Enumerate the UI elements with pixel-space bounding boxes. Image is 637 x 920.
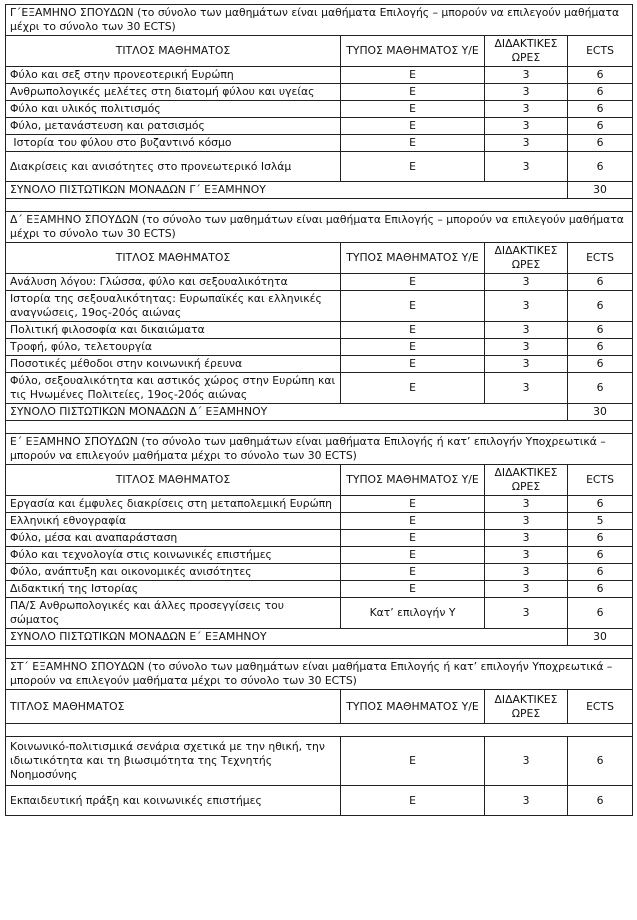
spacer-row: [6, 724, 633, 737]
course-row: [6, 356, 633, 373]
curriculum-table: [5, 4, 633, 816]
course-type: Ε: [341, 530, 485, 547]
column-header-hours: ΔΙΔΑΚΤΙΚΕΣ ΩΡΕΣ: [485, 36, 568, 67]
course-ects: 6: [568, 356, 633, 373]
course-type: Ε: [341, 581, 485, 598]
semester-total-label: ΣΥΝΟΛΟ ΠΙΣΤΩΤΙΚΩΝ ΜΟΝΑΔΩΝ Ε΄ ΕΞΑΜΗΝΟΥ: [6, 629, 568, 646]
course-ects: 6: [568, 737, 633, 786]
course-hours: 3: [485, 101, 568, 118]
course-ects: 6: [568, 84, 633, 101]
column-header-type: ΤΥΠΟΣ ΜΑΘΗΜΑΤΟΣ Υ/Ε: [341, 465, 485, 496]
spacer-cell: [6, 646, 633, 659]
course-hours: 3: [485, 598, 568, 629]
course-row: [6, 274, 633, 291]
course-title: Τροφή, φύλο, τελετουργία: [6, 339, 341, 356]
course-hours: 3: [485, 530, 568, 547]
semester-total-value: 30: [568, 404, 633, 421]
course-type: Ε: [341, 84, 485, 101]
course-ects: 6: [568, 322, 633, 339]
course-title: Ανάλυση λόγου: Γλώσσα, φύλο και σεξουαλικότητα: [6, 274, 341, 291]
spacer-cell: [6, 199, 633, 212]
course-type: Ε: [341, 496, 485, 513]
semester-total-label: ΣΥΝΟΛΟ ΠΙΣΤΩΤΙΚΩΝ ΜΟΝΑΔΩΝ Γ΄ ΕΞΑΜΗΝΟΥ: [6, 182, 568, 199]
course-hours: 3: [485, 547, 568, 564]
column-header-row: [6, 690, 633, 724]
course-type: Ε: [341, 339, 485, 356]
course-row: [6, 152, 633, 182]
column-header-title: ΤΙΤΛΟΣ ΜΑΘΗΜΑΤΟΣ: [6, 243, 341, 274]
course-hours: 3: [485, 291, 568, 322]
column-header-ects: ECTS: [568, 690, 633, 724]
column-header-title: ΤΙΤΛΟΣ ΜΑΘΗΜΑΤΟΣ: [6, 36, 341, 67]
course-row: [6, 67, 633, 84]
course-title: Διδακτική της Ιστορίας: [6, 581, 341, 598]
course-hours: 3: [485, 339, 568, 356]
course-hours: 3: [485, 373, 568, 404]
column-header-row: [6, 36, 633, 67]
column-header-hours: ΔΙΔΑΚΤΙΚΕΣ ΩΡΕΣ: [485, 243, 568, 274]
course-row: [6, 547, 633, 564]
course-row: [6, 513, 633, 530]
course-ects: 6: [568, 274, 633, 291]
course-title: ΠΑ/Σ Ανθρωπολογικές και άλλες προσεγγίσεις του σώματος: [6, 598, 341, 629]
semester-heading-row: [6, 5, 633, 36]
course-title: Φύλο, ανάπτυξη και οικονομικές ανισότητες: [6, 564, 341, 581]
course-row: [6, 786, 633, 816]
course-type: Ε: [341, 118, 485, 135]
column-header-type: ΤΥΠΟΣ ΜΑΘΗΜΑΤΟΣ Υ/Ε: [341, 690, 485, 724]
column-header-hours: ΔΙΔΑΚΤΙΚΕΣ ΩΡΕΣ: [485, 690, 568, 724]
course-row: [6, 598, 633, 629]
course-title: Διακρίσεις και ανισότητες στο προνεωτερικό Ισλάμ: [6, 152, 341, 182]
course-row: [6, 530, 633, 547]
semester-total-label: ΣΥΝΟΛΟ ΠΙΣΤΩΤΙΚΩΝ ΜΟΝΑΔΩΝ Δ΄ ΕΞΑΜΗΝΟΥ: [6, 404, 568, 421]
semester-total-row: [6, 629, 633, 646]
course-row: [6, 118, 633, 135]
course-title: Φύλο, σεξουαλικότητα και αστικός χώρος στην Ευρώπη και τις Ηνωμένες Πολιτείες, 19ος-20ός αιώνας: [6, 373, 341, 404]
course-ects: 6: [568, 101, 633, 118]
curriculum-page: [5, 4, 632, 816]
course-ects: 6: [568, 339, 633, 356]
column-header-type: ΤΥΠΟΣ ΜΑΘΗΜΑΤΟΣ Υ/Ε: [341, 36, 485, 67]
course-title: Κοινωνικό-πολιτισμικά σενάρια σχετικά με την ηθική, την ιδιωτικότητα και τη βιωσιμότητα της Τεχνητής Νοημοσύνης: [6, 737, 341, 786]
semester-heading: Δ΄ ΕΞΑΜΗΝΟ ΣΠΟΥΔΩΝ (το σύνολο των μαθημάτων είναι μαθήματα Επιλογής – μπορούν να επιλεγούν μαθήματα μέχρι το σύνολο των 30 ECTS): [6, 212, 633, 243]
column-header-row: [6, 465, 633, 496]
course-row: [6, 564, 633, 581]
column-header-type: ΤΥΠΟΣ ΜΑΘΗΜΑΤΟΣ Υ/Ε: [341, 243, 485, 274]
course-hours: 3: [485, 67, 568, 84]
course-type: Κατ’ επιλογήν Υ: [341, 598, 485, 629]
course-type: Ε: [341, 737, 485, 786]
spacer-row: [6, 199, 633, 212]
course-ects: 6: [568, 135, 633, 152]
course-type: Ε: [341, 152, 485, 182]
course-title: Φύλο και υλικός πολιτισμός: [6, 101, 341, 118]
course-hours: 3: [485, 356, 568, 373]
course-hours: 3: [485, 135, 568, 152]
course-ects: 6: [568, 581, 633, 598]
course-row: [6, 581, 633, 598]
course-ects: 6: [568, 291, 633, 322]
column-header-row: [6, 243, 633, 274]
course-ects: 6: [568, 598, 633, 629]
course-title: Ανθρωπολογικές μελέτες στη διατομή φύλου και υγείας: [6, 84, 341, 101]
semester-total-row: [6, 182, 633, 199]
course-title: Ιστορία του φύλου στο βυζαντινό κόσμο: [6, 135, 341, 152]
column-header-ects: ECTS: [568, 36, 633, 67]
course-hours: 3: [485, 513, 568, 530]
course-type: Ε: [341, 135, 485, 152]
semester-heading: Γ΄ΕΞΑΜΗΝΟ ΣΠΟΥΔΩΝ (το σύνολο των μαθημάτων είναι μαθήματα Επιλογής – μπορούν να επιλεγούν μαθήματα μέχρι το σύνολο των 30 ECTS): [6, 5, 633, 36]
course-type: Ε: [341, 564, 485, 581]
course-type: Ε: [341, 291, 485, 322]
course-type: Ε: [341, 356, 485, 373]
semester-heading: ΣΤ΄ ΕΞΑΜΗΝΟ ΣΠΟΥΔΩΝ (το σύνολο των μαθημάτων είναι μαθήματα Επιλογής ή κατ’ επιλογήν Υποχρεωτικά – μπορούν να επιλεγούν μαθήματα μέχρι το σύνολο των 30 ECTS): [6, 659, 633, 690]
course-type: Ε: [341, 373, 485, 404]
course-hours: 3: [485, 581, 568, 598]
course-title: Ποσοτικές μέθοδοι στην κοινωνική έρευνα: [6, 356, 341, 373]
course-hours: 3: [485, 564, 568, 581]
course-hours: 3: [485, 84, 568, 101]
course-title: Εργασία και έμφυλες διακρίσεις στη μεταπολεμική Ευρώπη: [6, 496, 341, 513]
course-type: Ε: [341, 274, 485, 291]
semester-total-value: 30: [568, 182, 633, 199]
course-hours: 3: [485, 322, 568, 339]
course-ects: 6: [568, 530, 633, 547]
course-ects: 5: [568, 513, 633, 530]
course-row: [6, 339, 633, 356]
semester-heading-row: [6, 434, 633, 465]
course-title: Φύλο και σεξ στην προνεοτερική Ευρώπη: [6, 67, 341, 84]
course-ects: 6: [568, 67, 633, 84]
course-title: Φύλο και τεχνολογία στις κοινωνικές επιστήμες: [6, 547, 341, 564]
course-title: Ελληνική εθνογραφία: [6, 513, 341, 530]
column-header-ects: ECTS: [568, 465, 633, 496]
course-row: [6, 291, 633, 322]
course-ects: 6: [568, 564, 633, 581]
course-ects: 6: [568, 786, 633, 816]
course-row: [6, 496, 633, 513]
course-hours: 3: [485, 496, 568, 513]
spacer-row: [6, 421, 633, 434]
course-type: Ε: [341, 322, 485, 339]
course-row: [6, 373, 633, 404]
spacer-row: [6, 646, 633, 659]
spacer-cell: [6, 421, 633, 434]
course-ects: 6: [568, 373, 633, 404]
course-type: Ε: [341, 101, 485, 118]
semester-heading-row: [6, 212, 633, 243]
course-row: [6, 737, 633, 786]
column-header-title: ΤΙΤΛΟΣ ΜΑΘΗΜΑΤΟΣ: [6, 465, 341, 496]
column-header-hours: ΔΙΔΑΚΤΙΚΕΣ ΩΡΕΣ: [485, 465, 568, 496]
course-row: [6, 322, 633, 339]
course-row: [6, 84, 633, 101]
course-type: Ε: [341, 786, 485, 816]
spacer-cell: [6, 724, 633, 737]
semester-heading: Ε΄ ΕΞΑΜΗΝΟ ΣΠΟΥΔΩΝ (το σύνολο των μαθημάτων είναι μαθήματα Επιλογής ή κατ’ επιλογήν Υποχρεωτικά – μπορούν να επιλεγούν μαθήματα μέχρι το σύνολο των 30 ECTS): [6, 434, 633, 465]
course-row: [6, 101, 633, 118]
column-header-title: ΤΙΤΛΟΣ ΜΑΘΗΜΑΤΟΣ: [6, 690, 341, 724]
course-title: Φύλο, μέσα και αναπαράσταση: [6, 530, 341, 547]
semester-heading-row: [6, 659, 633, 690]
course-type: Ε: [341, 547, 485, 564]
course-hours: 3: [485, 274, 568, 291]
course-hours: 3: [485, 786, 568, 816]
course-title: Εκπαιδευτική πράξη και κοινωνικές επιστήμες: [6, 786, 341, 816]
course-type: Ε: [341, 513, 485, 530]
course-ects: 6: [568, 118, 633, 135]
course-type: Ε: [341, 67, 485, 84]
column-header-ects: ECTS: [568, 243, 633, 274]
course-ects: 6: [568, 496, 633, 513]
course-title: Ιστορία της σεξουαλικότητας: Ευρωπαϊκές και ελληνικές αναγνώσεις, 19ος-20ός αιώνας: [6, 291, 341, 322]
course-hours: 3: [485, 152, 568, 182]
course-title: Πολιτική φιλοσοφία και δικαιώματα: [6, 322, 341, 339]
course-ects: 6: [568, 152, 633, 182]
course-row: [6, 135, 633, 152]
course-ects: 6: [568, 547, 633, 564]
course-title: Φύλο, μετανάστευση και ρατσισμός: [6, 118, 341, 135]
course-hours: 3: [485, 118, 568, 135]
course-hours: 3: [485, 737, 568, 786]
semester-total-value: 30: [568, 629, 633, 646]
semester-total-row: [6, 404, 633, 421]
